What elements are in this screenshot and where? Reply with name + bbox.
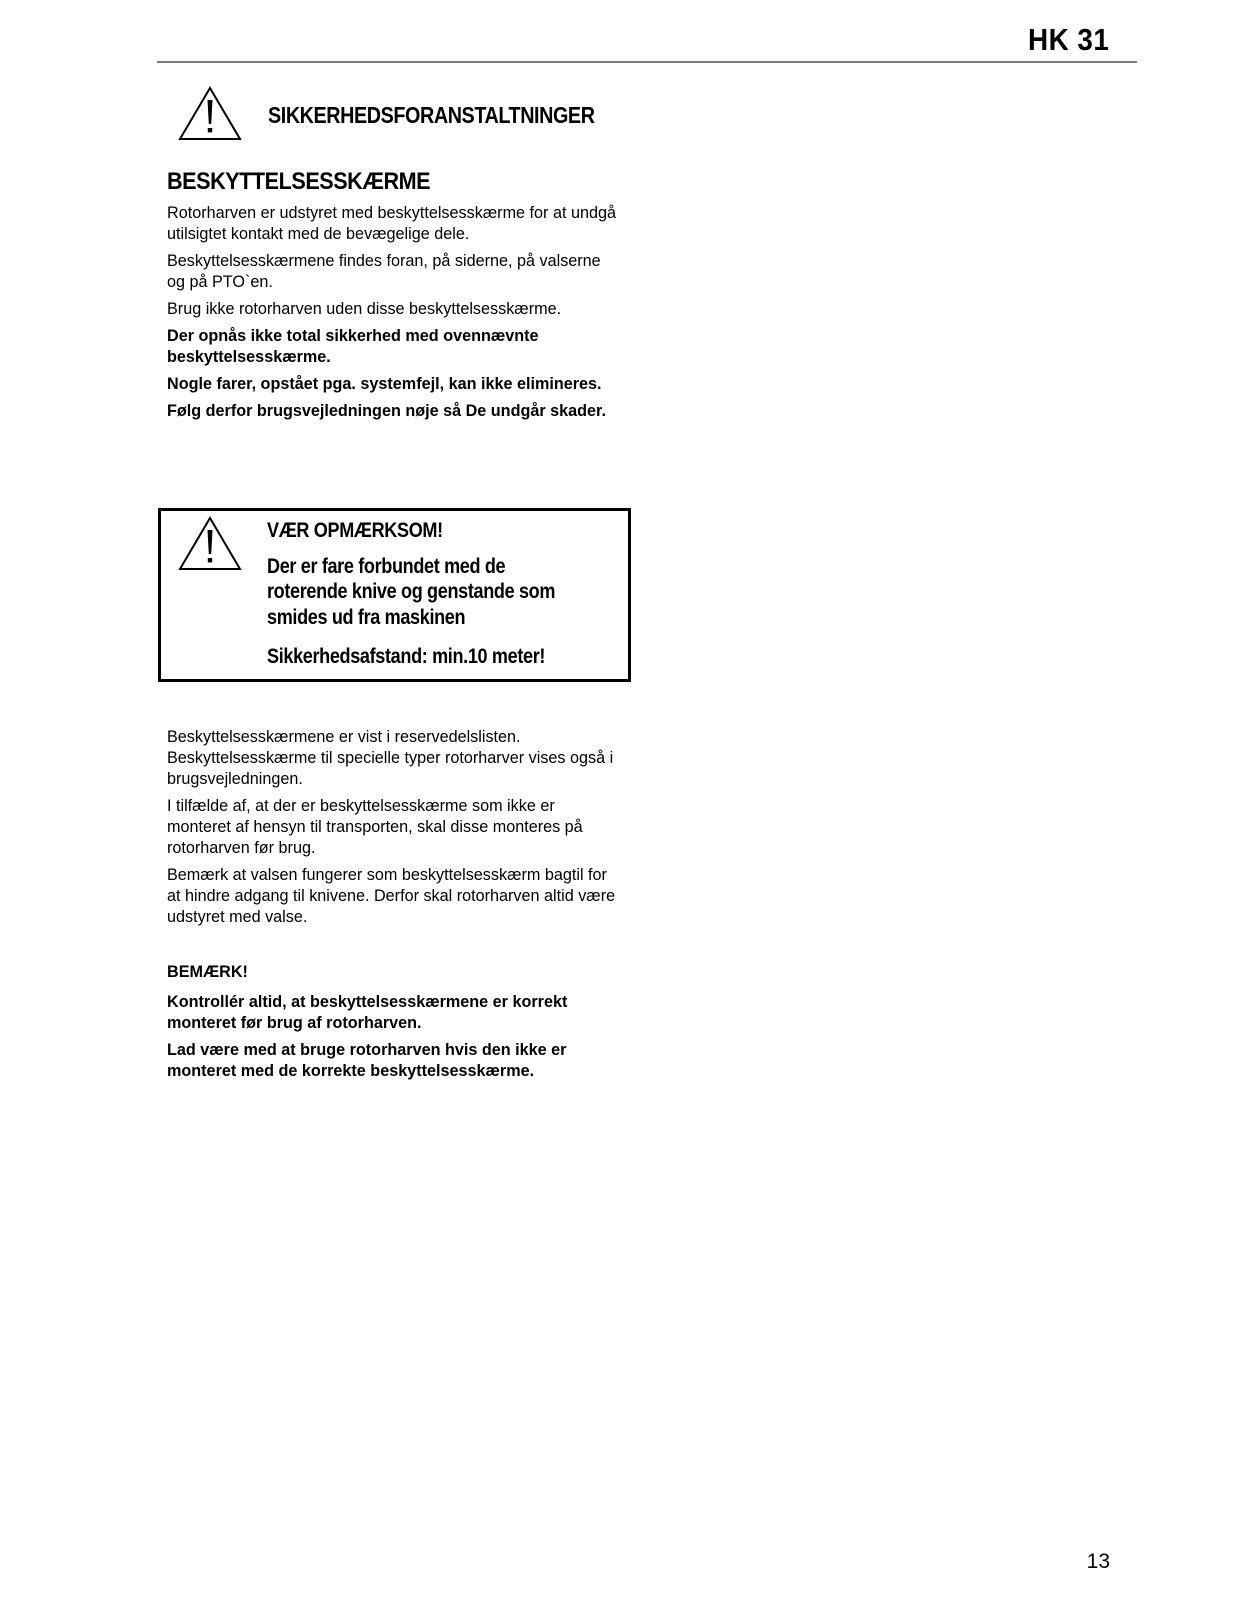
note-block <box>167 962 617 1088</box>
paragraph: I tilfælde af, at der er beskyttelsesskærme som ikke er monteret af hensyn til transporten, skal disse monteres på rotorharven før brug. <box>167 797 583 857</box>
note-line: Kontrollér altid, at beskyttelsesskærmene er korrekt monteret før brug af rotorharven. <box>167 993 568 1032</box>
safety-distance: Sikkerhedsafstand: min.10 meter! <box>267 645 546 668</box>
warning-triangle-icon <box>178 516 242 572</box>
page-number: 13 <box>1086 1550 1110 1573</box>
warning-triangle-icon <box>178 86 242 142</box>
note-line: Lad være med at bruge rotorharven hvis den ikke er monteret med de korrekte beskyttelsesskærme. <box>167 1041 567 1080</box>
caution-body: Der er fare forbundet med de roterende knive og genstande som smides ud fra maskinen <box>267 554 556 629</box>
header-rule <box>157 61 1137 63</box>
paragraph: Nogle farer, opstået pga. systemfejl, kan ikke elimineres. <box>167 375 602 393</box>
paragraph: Beskyttelsesskærmene findes foran, på siderne, på valserne og på PTO`en. <box>167 252 601 291</box>
caution-text <box>267 518 585 680</box>
paragraph: Brug ikke rotorharven uden disse beskyttelsesskærme. <box>167 300 562 318</box>
subsection-title: BESKYTTELSESSKÆRME <box>167 168 431 195</box>
paragraph: Der opnås ikke total sikkerhed med ovennævnte beskyttelsesskærme. <box>167 327 539 366</box>
paragraph: Rotorharven er udstyret med beskyttelsesskærme for at undgå utilsigtet kontakt med de bevægelige dele. <box>167 204 616 243</box>
details-text <box>167 727 617 934</box>
caution-heading: VÆR OPMÆRKSOM! <box>267 519 443 542</box>
paragraph: Følg derfor brugsvejledningen nøje så De undgår skader. <box>167 402 606 420</box>
paragraph: Bemærk at valsen fungerer som beskyttelsesskærm bagtil for at hindre adgang til knivene. Derfor skal rotorharven altid være udstyret med valse. <box>167 866 616 926</box>
note-label: BEMÆRK! <box>167 963 248 981</box>
document-code: HK 31 <box>1027 22 1109 57</box>
section-title: SIKKERHEDSFORANSTALTNINGER <box>268 102 595 128</box>
paragraph: Beskyttelsesskærmene er vist i reservedelslisten. Beskyttelsesskærme til specielle typer rotorharver vises også i brugsvejledningen. <box>167 728 614 788</box>
intro-text <box>167 203 617 428</box>
